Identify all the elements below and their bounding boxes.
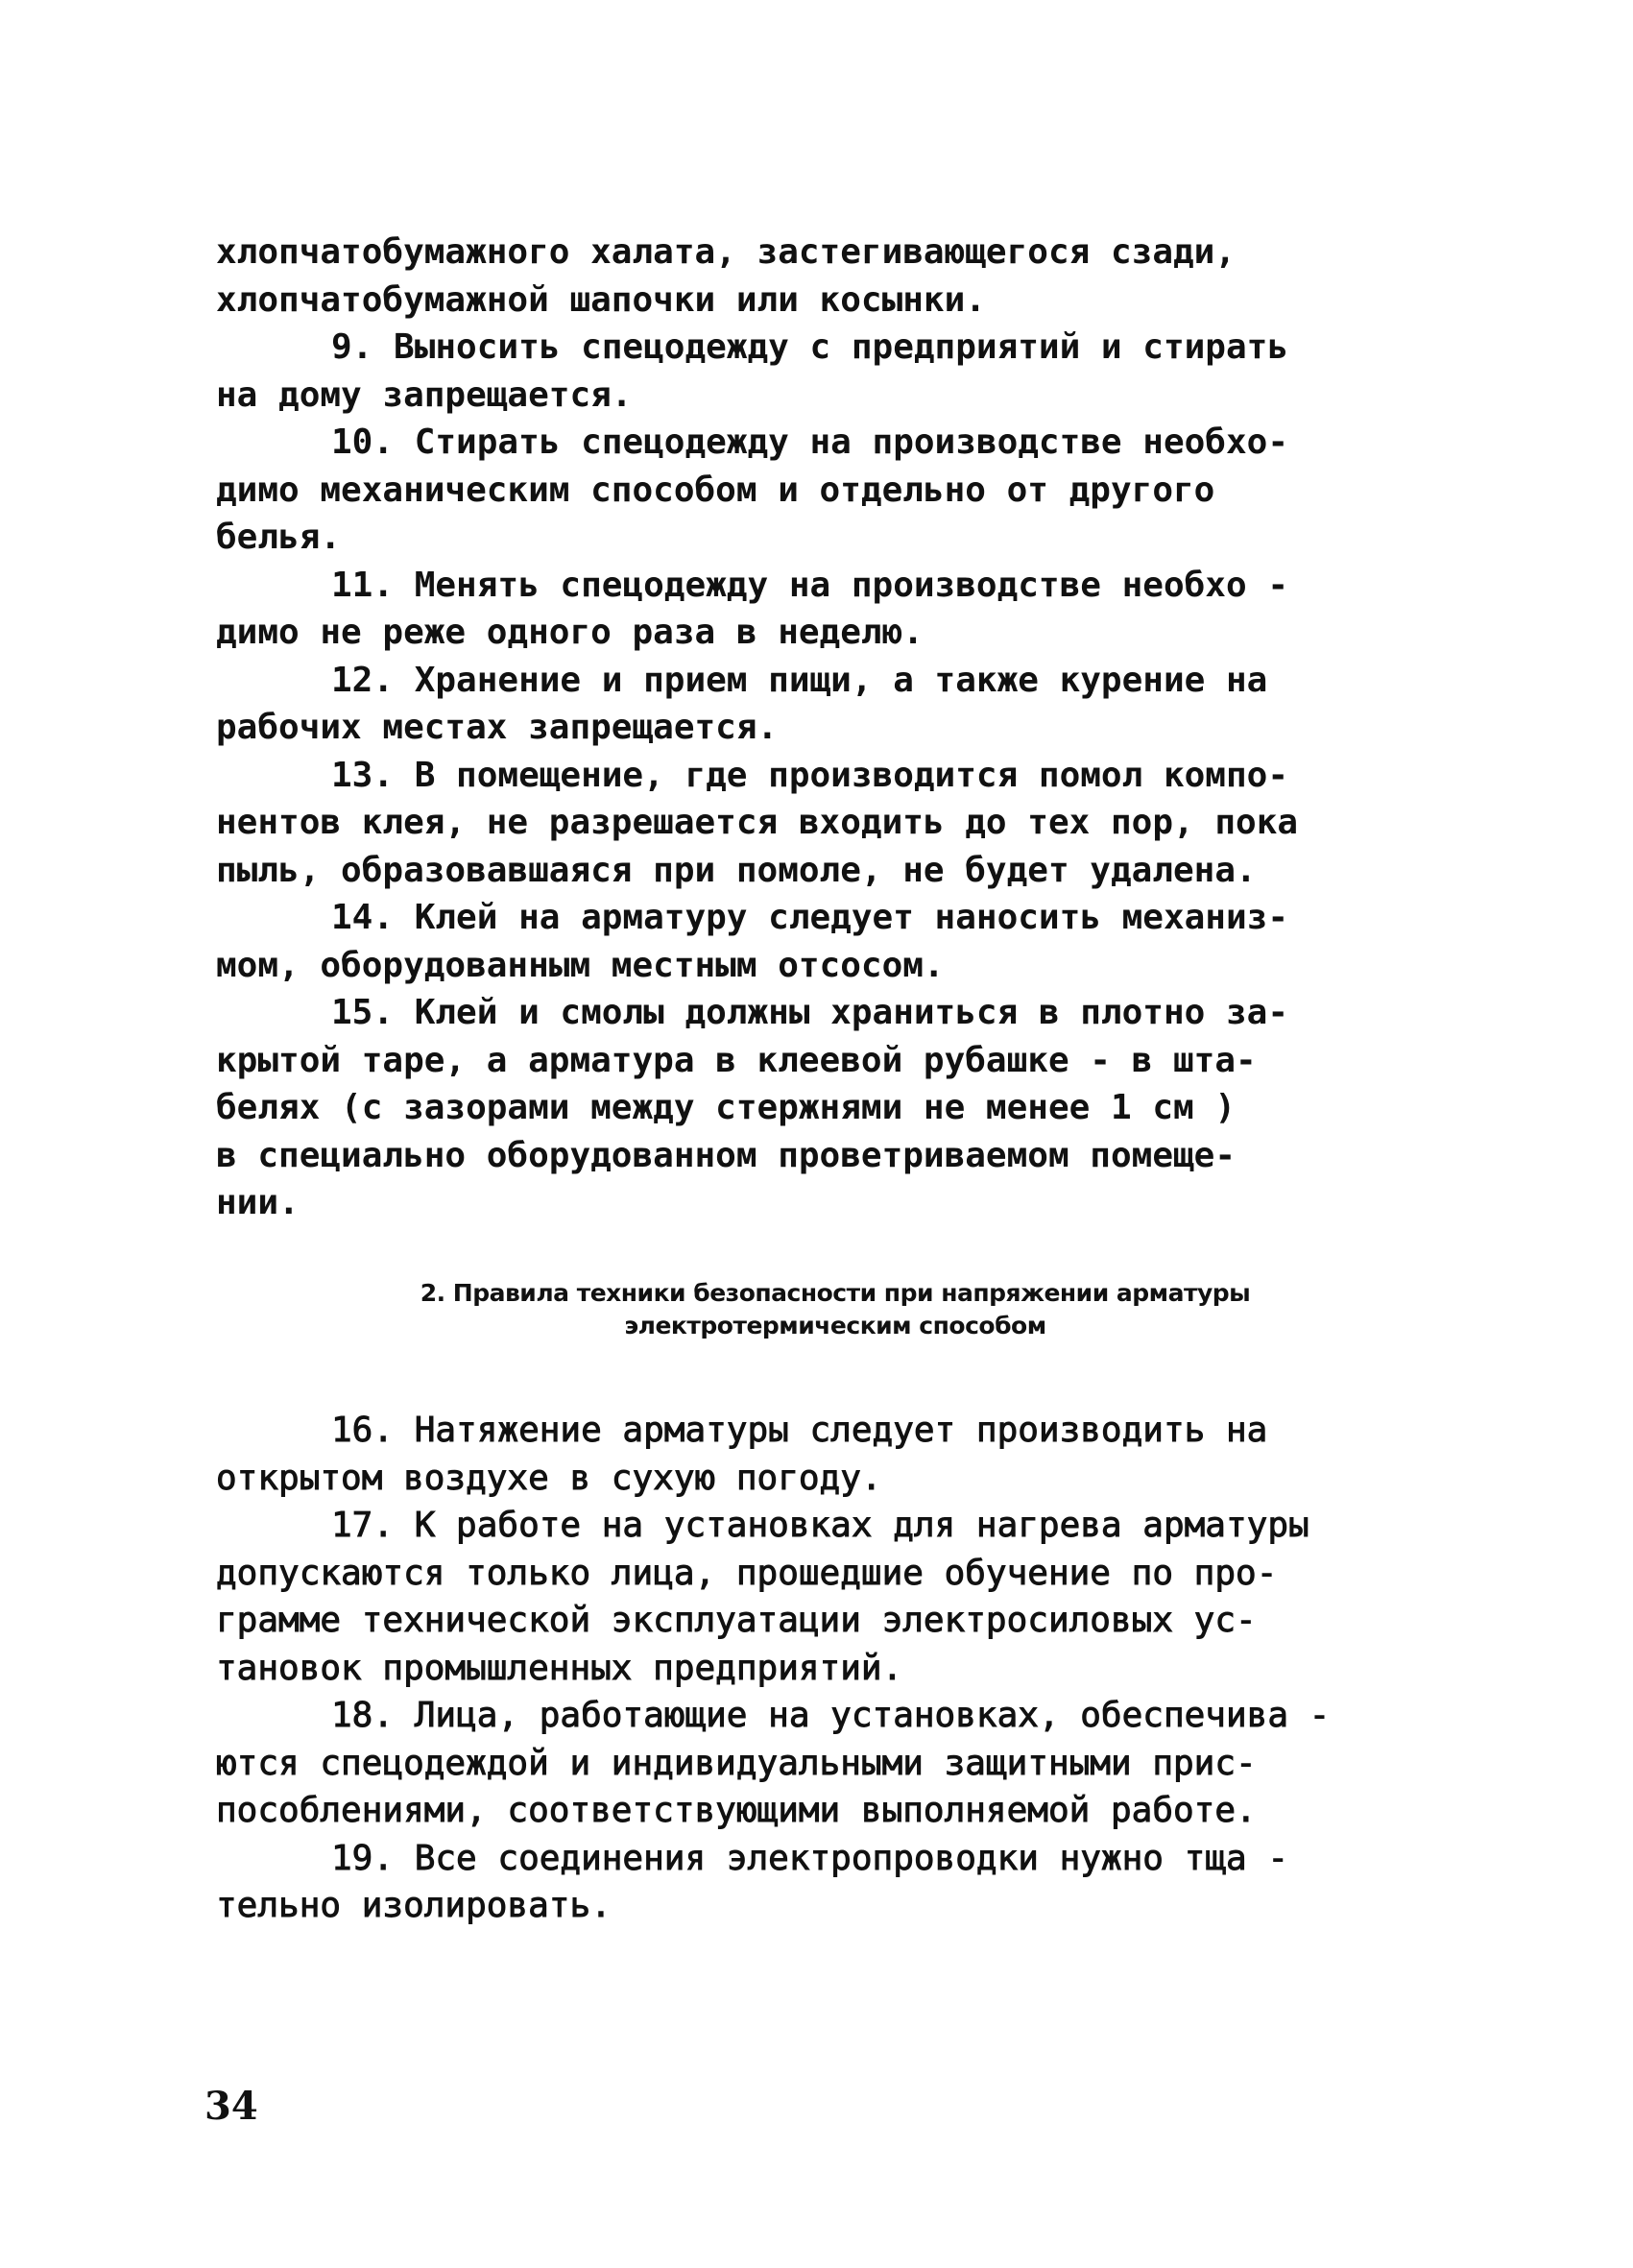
text-line: пособлениями, соответствующими выполняемой работе.: [216, 1791, 1257, 1830]
text-line: нентов клея, не разрешается входить до тех пор, пока: [216, 803, 1299, 842]
text-line: рабочих местах запрещается.: [216, 708, 779, 747]
text-line: в специально оборудованном проветриваемом помеще-: [216, 1135, 1237, 1175]
section-heading: [216, 1277, 1454, 1342]
text-line: мом, оборудованным местным отсосом.: [216, 945, 945, 985]
text-line: ются спецодеждой и индивидуальными защитными прис-: [216, 1743, 1257, 1783]
text-line: грамме технической эксплуатации электросиловых ус-: [216, 1601, 1257, 1640]
text-line: тельно изолировать.: [216, 1886, 612, 1925]
text-line: допускаются только лица, прошедшие обучение по про-: [216, 1553, 1278, 1593]
section-2-text: [216, 1407, 1454, 1930]
text-line: на дому запрещается.: [216, 374, 633, 415]
text-line: хлопчатобумажного халата, застегивающегося сзади,: [216, 232, 1237, 272]
text-line: 15. Клей и смолы должны храниться в плотно за-: [331, 993, 1288, 1032]
text-line: белья.: [216, 518, 342, 557]
text-line: открытом воздухе в сухую погоду.: [216, 1458, 882, 1498]
text-line: димо механическим способом и отдельно от другого: [216, 470, 1215, 510]
text-line: пыль, образовавшаяся при помоле, не будет удалена.: [216, 850, 1257, 890]
text-line: 19. Все соединения электропроводки нужно тща -: [331, 1838, 1288, 1878]
text-line: димо не реже одного раза в неделю.: [216, 613, 924, 652]
text-line: нии.: [216, 1183, 300, 1222]
text-line: 16. Натяжение арматуры следует производить на: [331, 1411, 1268, 1450]
text-line: 18. Лица, работающие на установках, обеспечива -: [331, 1696, 1331, 1735]
section-1-text: [216, 229, 1454, 1227]
page-number: 34: [204, 2084, 258, 2129]
text-line: 11. Менять спецодежду на производстве необхо -: [331, 565, 1288, 605]
text-line: крытой таре, а арматура в клеевой рубашке - в шта-: [216, 1040, 1257, 1080]
section-heading-line-2: электротермическим способом: [624, 1312, 1046, 1339]
text-line: тановок промышленных предприятий.: [216, 1648, 903, 1688]
text-line: 12. Хранение и прием пищи, а также курение на: [331, 660, 1268, 700]
text-line: 9. Выносить спецодежду с предприятий и стирать: [331, 327, 1288, 367]
text-line: 10. Стирать спецодежду на производстве необхо-: [331, 422, 1288, 462]
text-line: хлопчатобумажной шапочки или косынки.: [216, 279, 986, 320]
section-heading-line-1: 2. Правила техники безопасности при напряжении арматуры: [420, 1279, 1251, 1307]
text-line: 17. К работе на установках для нагрева арматуры: [331, 1506, 1309, 1545]
text-line: белях (с зазорами между стержнями не менее 1 см ): [216, 1088, 1237, 1127]
text-line: 14. Клей на арматуру следует наносить механиз-: [331, 898, 1288, 937]
text-line: 13. В помещение, где производится помол компо-: [331, 755, 1288, 795]
